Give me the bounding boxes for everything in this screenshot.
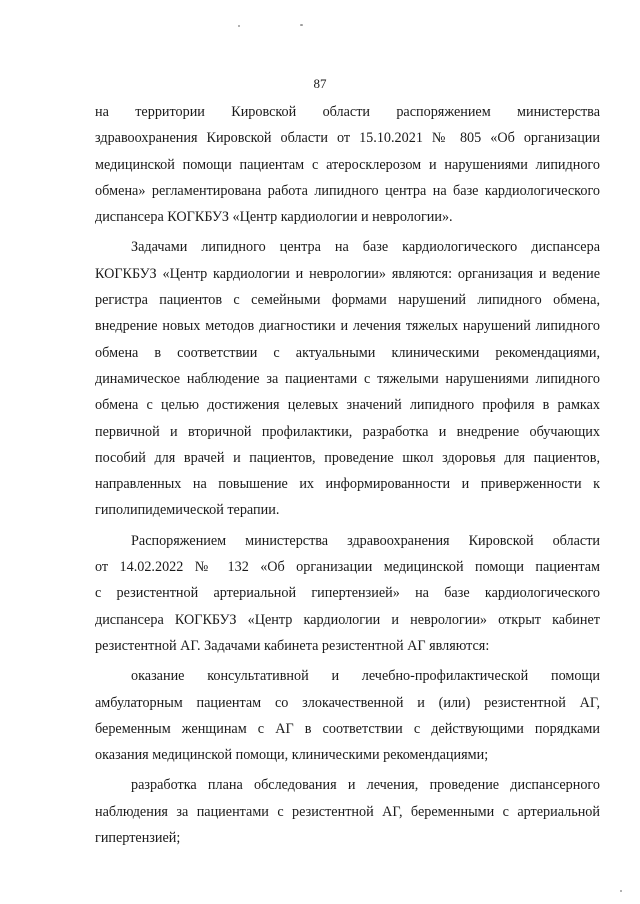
- text-line: внедрение новых методов диагностики и лечения тяжелых нарушений липидного: [95, 318, 600, 335]
- text-line: оказания медицинской помощи, клиническими рекомендациями;: [95, 747, 489, 764]
- text-line: направленных на повышение их информированности и приверженности к: [95, 476, 600, 493]
- text-line: здравоохранения Кировской области от 15.10.2021 № 805 «Об организации: [95, 130, 600, 147]
- text-line: наблюдения за пациентами с резистентной АГ, беременными с артериальной: [95, 803, 600, 820]
- text-line: резистентной АГ. Задачами кабинета резистентной АГ являются:: [95, 637, 490, 654]
- text-line: диспансера КОГКБУЗ «Центр кардиологии и неврологии» открыт кабинет: [95, 611, 600, 628]
- text-line: беременным женщинам с АГ в соответствии с действующими порядками: [95, 720, 600, 737]
- text-line: с резистентной артериальной гипертензией» на базе кардиологического: [95, 585, 600, 602]
- body-text: [95, 99, 600, 851]
- text-line: оказание консультативной и лечебно-профилактической помощи: [131, 668, 600, 685]
- page-number: 87: [313, 76, 327, 91]
- text-line: обмена» регламентирована работа липидного центра на базе кардиологического: [95, 182, 600, 199]
- text-line: КОГКБУЗ «Центр кардиологии и неврологии» являются: организация и ведение: [95, 265, 600, 282]
- text-line: гипертензией;: [95, 830, 181, 847]
- text-line: обмена в соответствии с актуальными клиническими рекомендациями,: [95, 344, 600, 361]
- text-line: диспансера КОГКБУЗ «Центр кардиологии и неврологии».: [95, 209, 453, 226]
- paragraph: [95, 234, 600, 523]
- scan-speck: [620, 890, 622, 892]
- text-line: пособий для врачей и пациентов, проведение школ здоровья для пациентов,: [95, 449, 600, 466]
- text-line: первичной и вторичной профилактики, разработка и внедрение обучающих: [95, 423, 600, 440]
- text-line: от 14.02.2022 № 132 «Об организации медицинской помощи пациентам: [95, 559, 600, 576]
- text-line: регистра пациентов с семейными формами нарушений липидного обмена,: [95, 292, 600, 309]
- text-line: обмена с целью достижения целевых значений липидного профиля в рамках: [95, 397, 600, 414]
- paragraph: [95, 99, 600, 230]
- text-line: Распоряжением министерства здравоохранения Кировской области: [131, 532, 600, 549]
- paragraph: [95, 772, 600, 851]
- text-line: Задачами липидного центра на базе кардиологического диспансера: [131, 239, 600, 256]
- scan-speck: [300, 24, 303, 26]
- scan-speck: [238, 25, 240, 27]
- paragraph: [95, 528, 600, 659]
- text-line: гиполипидемической терапии.: [95, 502, 280, 519]
- text-line: разработка плана обследования и лечения, проведение диспансерного: [131, 777, 600, 794]
- text-line: медицинской помощи пациентам с атеросклерозом и нарушениями липидного: [95, 156, 600, 173]
- text-line: амбулаторным пациентам со злокачественной и (или) резистентной АГ,: [95, 694, 600, 711]
- text-line: динамическое наблюдение за пациентами с тяжелыми нарушениями липидного: [95, 370, 600, 387]
- paragraph: [95, 663, 600, 768]
- text-line: на территории Кировской области распоряжением министерства: [95, 104, 600, 120]
